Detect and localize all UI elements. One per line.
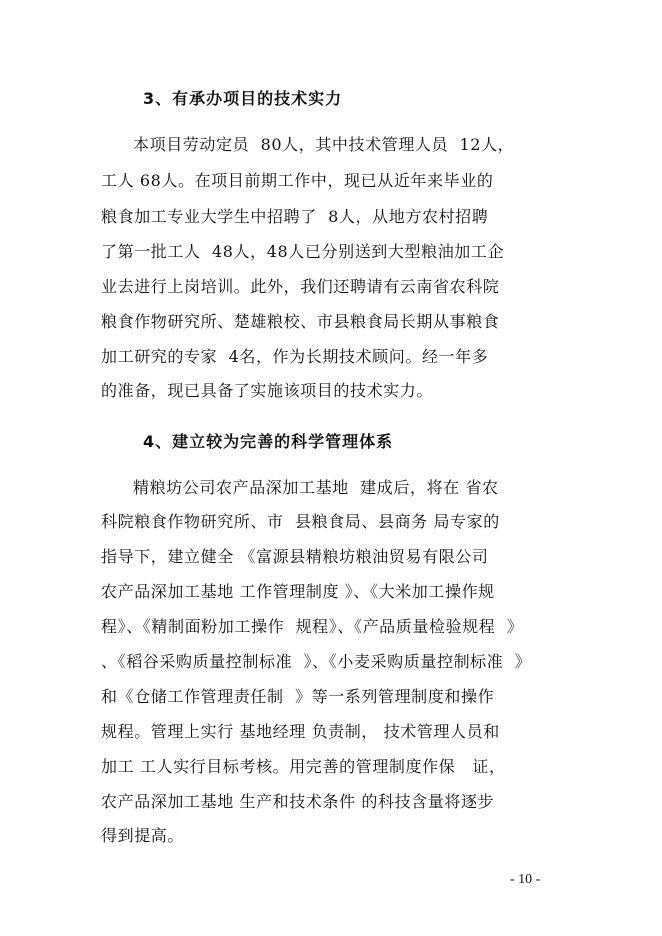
section-4-line: 、《稻谷采购质量控制标准 》、《小麦采购质量控制标准 》 xyxy=(101,652,532,671)
section-3-line: 了第一批工人 48人，48人已分别送到大型粮油加工企 xyxy=(101,242,505,261)
section-3-line: 业去进行上岗培训。此外，我们还聘请有云南省农科院 xyxy=(101,277,500,296)
section-4-line: 指导下，建立健全 《富源县精粮坊粮油贸易有限公司 xyxy=(101,547,489,566)
section-3-line: 粮食加工专业大学生中招聘了 8人，从地方农村招聘 xyxy=(101,207,489,226)
section-3-line: 工人 68人。在项目前期工作中，现已从近年来毕业的 xyxy=(101,171,494,190)
section-4-line: 规程。管理上实行 基地经理 负责制， 技术管理人员和 xyxy=(101,722,500,741)
section-4-line: 加工 工人实行目标考核。用完善的管理制度作保 证， xyxy=(101,757,506,776)
section-4-line: 科院粮食作物研究所、市 县粮食局、县商务 局专家的 xyxy=(101,512,500,531)
section-4-heading: 4、建立较为完善的科学管理体系 xyxy=(143,432,394,451)
section-3-heading: 3、有承办项目的技术实力 xyxy=(143,89,343,108)
section-3-line: 粮食作物研究所、楚雄粮校、市县粮食局长期从事粮食 xyxy=(101,312,500,331)
section-4-line: 和《仓储工作管理责任制 》等一系列管理制度和操作 xyxy=(101,687,495,706)
page-number: - 10 - xyxy=(510,872,541,887)
section-4-line: 得到提高。 xyxy=(101,826,185,845)
section-3-line: 的准备，现已具备了实施该项目的技术实力。 xyxy=(101,381,434,400)
section-4-line: 农产品深加工基地 工作管理制度 》、《大米加工操作规 xyxy=(101,582,495,601)
section-4-line: 程》、《精制面粉加工操作 规程》、《产品质量检验规程 》 xyxy=(101,617,524,636)
section-3-line: 本项目劳动定员 80人，其中技术管理人员 12人， xyxy=(133,135,515,154)
section-3-line: 加工研究的专家 4名，作为长期技术顾问。经一年多 xyxy=(101,347,489,366)
section-4-line: 精粮坊公司农产品深加工基地 建成后，将在 省农 xyxy=(133,478,499,497)
section-4-line: 农产品深加工基地 生产和技术条件 的科技含量将逐步 xyxy=(101,792,495,811)
